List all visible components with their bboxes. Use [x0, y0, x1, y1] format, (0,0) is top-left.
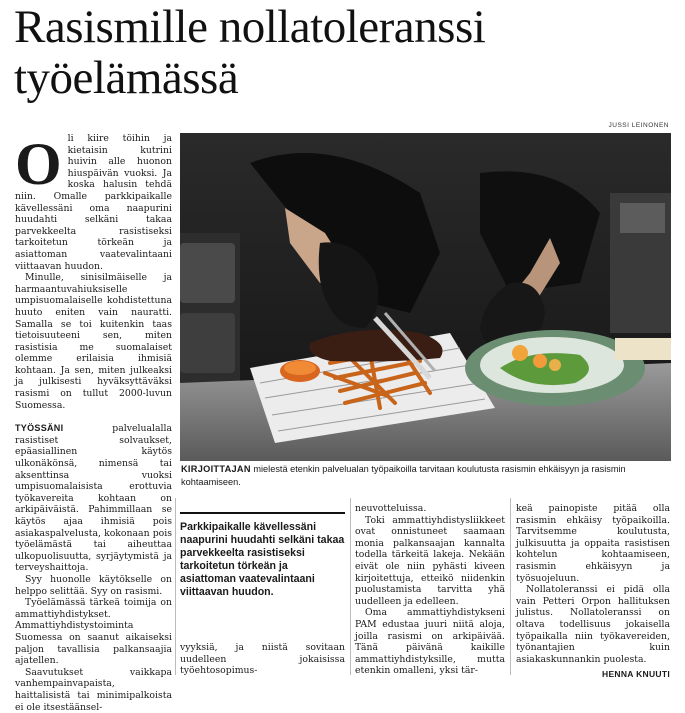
author-signature: HENNA KNUUTI [602, 669, 670, 680]
column-3 [355, 503, 505, 677]
paragraph-text: palvelualalla rasistiset solvaukset, epäasiallinen käytös ulkonäkönsä, nimensä tai aksenttinsa vuoksi umpisuomalaisista erottuvia työkavereita kohtaan on arkipäiväistä. Pahimmillaan se käytös ajaa ihmisiä pois asiakaspalvelusta, kokonaan pois työelämästä tai aiheuttaa ulkopuolisuutta, syrjäytymistä ja terveyshaittoja. [15, 423, 172, 574]
paragraph: Saavutukset vaikkapa vanhempainvapaista, haittalisistä tai minimipalkoista ei ole itsestäänsel- [15, 666, 172, 713]
column-divider [175, 498, 176, 675]
photo-credit: JUSSI LEINONEN [608, 122, 669, 129]
paragraph: keä painopiste pitää olla rasismin ehkäisy työpaikoilla. Tarvitsemme koulutusta, julkisuutta ja oppaita rasistisen kohtelun kohtaamiseen, rasismin ehkäisyyn ja työsuojeluun. [516, 503, 670, 584]
paragraph: Toki ammattiyhdistysliikkeet ovat onnistuneet saamaan monia palkansaajan kannalta todella tärkeitä lakeja. Nekään eivät ole niin pyhästi kiveen kirjoitettuja, etteikö niidenkin puolustamista tarvitta yhä uudelleen ja edelleen. [355, 514, 505, 607]
paragraph: Oma ammattiyhdistykseni PAM edustaa juuri niitä aloja, joilla rasismi on arkipäivää. Tänä päivänä kaikille ammattiyhdistyksille, mutta etenkin omalleni, yksi tär- [355, 607, 505, 677]
paragraph: vyyksiä, ja niistä sovitaan uudelleen jokaisissa työehtosopimus- [180, 642, 345, 677]
pull-quote: Parkkipaikalle kävellessäni naapurini huudahti selkäni takaa parvekkeelta rasistiseksi tarkoitetun törkeän ja asiattoman vaatevalintaani viittaavan huudon. [180, 512, 345, 599]
column-2-tail [180, 642, 345, 677]
paragraph: Nollatoleranssi ei pidä olla vain Petteri Orpon hallituksen julistus. Nollatoleranssi on oltava todellisuus jokaisella työpaikalla niin työkavereiden, työnantajien kuin asiakaskunnankin puolesta. [516, 584, 670, 665]
article-photo [180, 133, 671, 461]
column-4 [516, 503, 670, 681]
caption-text: mielestä etenkin palvelualan työpaikoilla tarvitaan koulutusta rasismin ehkäisyyn ja rasismin kohtaamiseen. [181, 464, 626, 487]
column-divider [350, 498, 351, 675]
paragraph: neuvotteluissa. [355, 503, 427, 514]
paragraph: Työelämässä tärkeä toimija on ammattiyhdistykset. Ammattiyhdistystoiminta Suomessa on saanut aikaiseksi paljon tavallisia palkansaajia ajatellen. [15, 597, 172, 667]
paragraph: Minulle, sinisilmäiselle ja harmaantuvahiuksiselle umpisuomalaiselle kohdistettuna huuto eniten vain nauratti. Samalla se toi kuitenkin taas tietoisuuteeni sen, miten rasistisia me suomalaiset olemme erilaisia ihmisiä kohtaan. Ja sen, miten julkeaksi ja julkisesti hyväksyttäväksi rasismi on tullut 2000-luvun Suomessa. [15, 272, 172, 411]
column-1 [15, 133, 172, 713]
photo-caption [181, 463, 669, 488]
headline: Rasismille nollatoleranssi työelämässä [14, 1, 486, 104]
paragraph: li kiire töihin ja kietaisin kutrini huivin alle huonon hiuspäivän vuoksi. Ja koska halusin tehdä niin. Omalle parkkipaikalle kävellessäni oma naapurini huudahti selkäni takaa parvekkeelta rasistiseksi tarkoitetun törkeän ja asiattoman vaatevalintaani viittaavan huudon. [15, 133, 172, 272]
column-divider [510, 498, 511, 675]
paragraph [15, 423, 172, 574]
subhead-lead: TYÖSSÄNI [15, 423, 64, 434]
paragraph: Syy huonolle käytökselle on helppo selittää. Syy on rasismi. [15, 573, 172, 597]
drop-cap: O [15, 131, 62, 197]
caption-lead: KIRJOITTAJAN [181, 464, 251, 474]
